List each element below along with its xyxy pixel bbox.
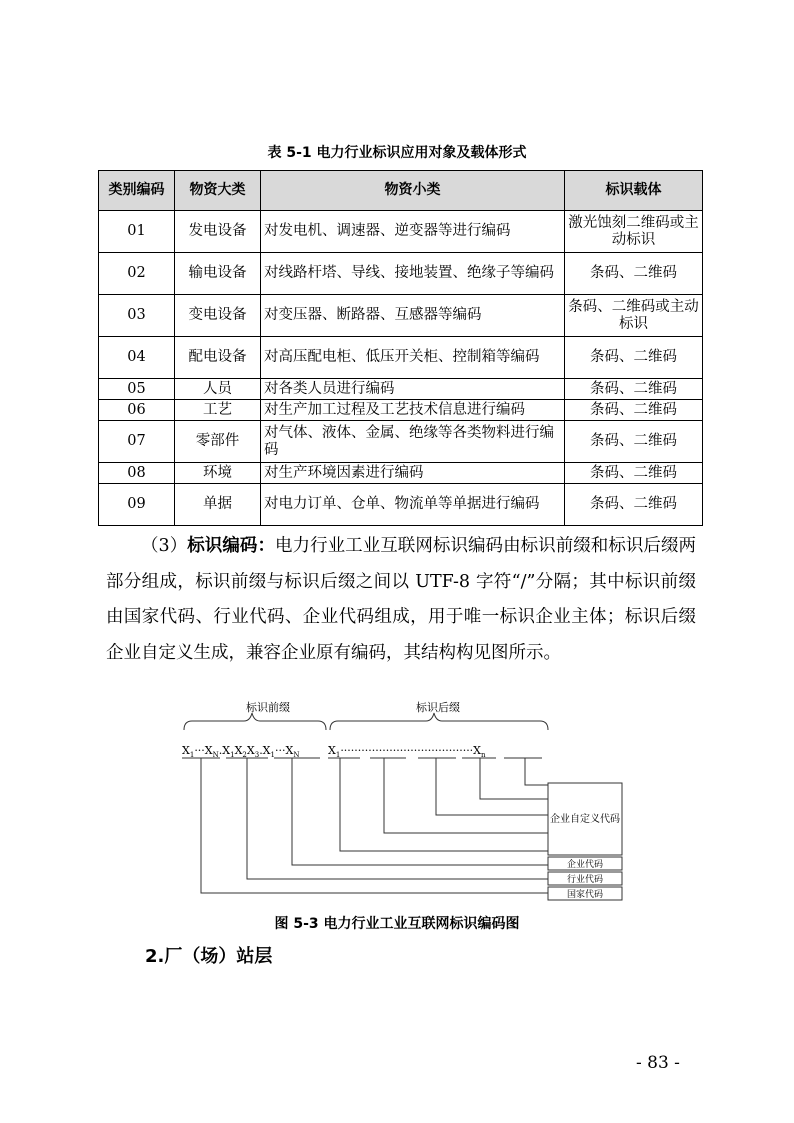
row-carrier: 条码、二维码 <box>565 484 703 526</box>
row-subcategory: 对高压配电柜、低压开关柜、控制箱等编码 <box>261 337 565 379</box>
identifier-application-table <box>98 170 703 526</box>
row-code: 03 <box>99 295 175 337</box>
row-subcategory: 对生产加工过程及工艺技术信息进行编码 <box>261 400 565 421</box>
row-carrier: 条码、二维码 <box>565 463 703 484</box>
industry-code-label: 行业代码 <box>566 875 604 885</box>
country-code-label: 国家代码 <box>566 890 604 900</box>
row-carrier: 条码、二维码 <box>565 337 703 379</box>
row-category: 零部件 <box>175 421 261 463</box>
table-row <box>99 211 703 253</box>
section-heading: 2.厂（场）站层 <box>145 946 273 967</box>
row-carrier: 条码、二维码 <box>565 421 703 463</box>
row-carrier: 条码、二维码 <box>565 253 703 295</box>
row-code: 06 <box>99 400 175 421</box>
row-subcategory: 对各类人员进行编码 <box>261 379 565 400</box>
identifier-structure-diagram <box>170 695 630 905</box>
figure-caption: 图 5-3 电力行业工业互联网标识编码图 <box>274 916 520 932</box>
header-category: 物资大类 <box>175 171 261 211</box>
row-category: 单据 <box>175 484 261 526</box>
row-code: 08 <box>99 463 175 484</box>
row-carrier: 条码、二维码或主动标识 <box>565 295 703 337</box>
row-category: 输电设备 <box>175 253 261 295</box>
row-subcategory: 对气体、液体、金属、绝缘等各类物料进行编码 <box>261 421 565 463</box>
table-row <box>99 400 703 421</box>
row-subcategory: 对电力订单、仓单、物流单等单据进行编码 <box>261 484 565 526</box>
row-code: 09 <box>99 484 175 526</box>
row-category: 发电设备 <box>175 211 261 253</box>
row-category: 配电设备 <box>175 337 261 379</box>
header-subcategory: 物资小类 <box>261 171 565 211</box>
custom-code-label: 企业自定义代码 <box>550 814 620 825</box>
header-code: 类别编码 <box>99 171 175 211</box>
row-carrier: 条码、二维码 <box>565 379 703 400</box>
row-code: 07 <box>99 421 175 463</box>
table-row <box>99 463 703 484</box>
paragraph-text: 电力行业工业互联网标识编码由标识前缀和标识后缀两部分组成，标识前缀与标识后缀之间以 UTF-8 字符“/”分隔；其中标识前缀由国家代码、行业代码、企业代码组成，用于唯一标识企业主体；标识后缀企业自定义生成，兼容企业原有编码，其结构构见图所示。 <box>106 536 697 663</box>
identifier-coding-paragraph <box>106 529 696 671</box>
prefix-brace <box>184 713 326 730</box>
suffix-brace <box>330 713 548 730</box>
table-row <box>99 337 703 379</box>
suffix-label: 标识后缀 <box>416 701 460 714</box>
row-category: 环境 <box>175 463 261 484</box>
row-code: 05 <box>99 379 175 400</box>
paragraph-term: 标识编码： <box>187 536 275 556</box>
row-code: 02 <box>99 253 175 295</box>
row-code: 04 <box>99 337 175 379</box>
row-carrier: 条码、二维码 <box>565 400 703 421</box>
header-carrier: 标识载体 <box>565 171 703 211</box>
row-code: 01 <box>99 211 175 253</box>
row-category: 变电设备 <box>175 295 261 337</box>
row-subcategory: 对变压器、断路器、互感器等编码 <box>261 295 565 337</box>
prefix-label: 标识前缀 <box>246 701 290 714</box>
table-row <box>99 421 703 463</box>
row-subcategory: 对生产环境因素进行编码 <box>261 463 565 484</box>
row-subcategory: 对发电机、调速器、逆变器等进行编码 <box>261 211 565 253</box>
table-caption: 表 5-1 电力行业标识应用对象及载体形式 <box>267 145 527 161</box>
row-category: 工艺 <box>175 400 261 421</box>
code-sequence: $X_1\cdot\cdot\cdot X_N.X_1X_2X_3.X_1\cdot\cdot\cdot X_N$ <box>182 744 300 759</box>
table-row <box>99 379 703 400</box>
row-carrier: 激光蚀刻二维码或主动标识 <box>565 211 703 253</box>
row-subcategory: 对线路杆塔、导线、接地装置、绝缘子等编码 <box>261 253 565 295</box>
page-number: - 83 - <box>636 1053 680 1073</box>
table-row <box>99 295 703 337</box>
enterprise-code-label: 企业代码 <box>566 860 604 870</box>
paragraph-prefix: （3） <box>141 536 188 556</box>
row-category: 人员 <box>175 379 261 400</box>
table-row <box>99 484 703 526</box>
svg-text:X1····························: $X_1\cdot\cdot\cdot\cdot\cdot\cdot\cdot\cdot\cdot\cdot\cdot\cdot\cdot\cdot\cdot\cdot\cdot\cdot\cdot\cdot\cdot\cdot\cdot\cdot\cdot\cdot\cdot\cdot\cdot\cdot\cdot\cdot\cdot\cdot\cdot\cdot\cdot\cdot X_n$ <box>328 744 486 759</box>
table-row <box>99 253 703 295</box>
